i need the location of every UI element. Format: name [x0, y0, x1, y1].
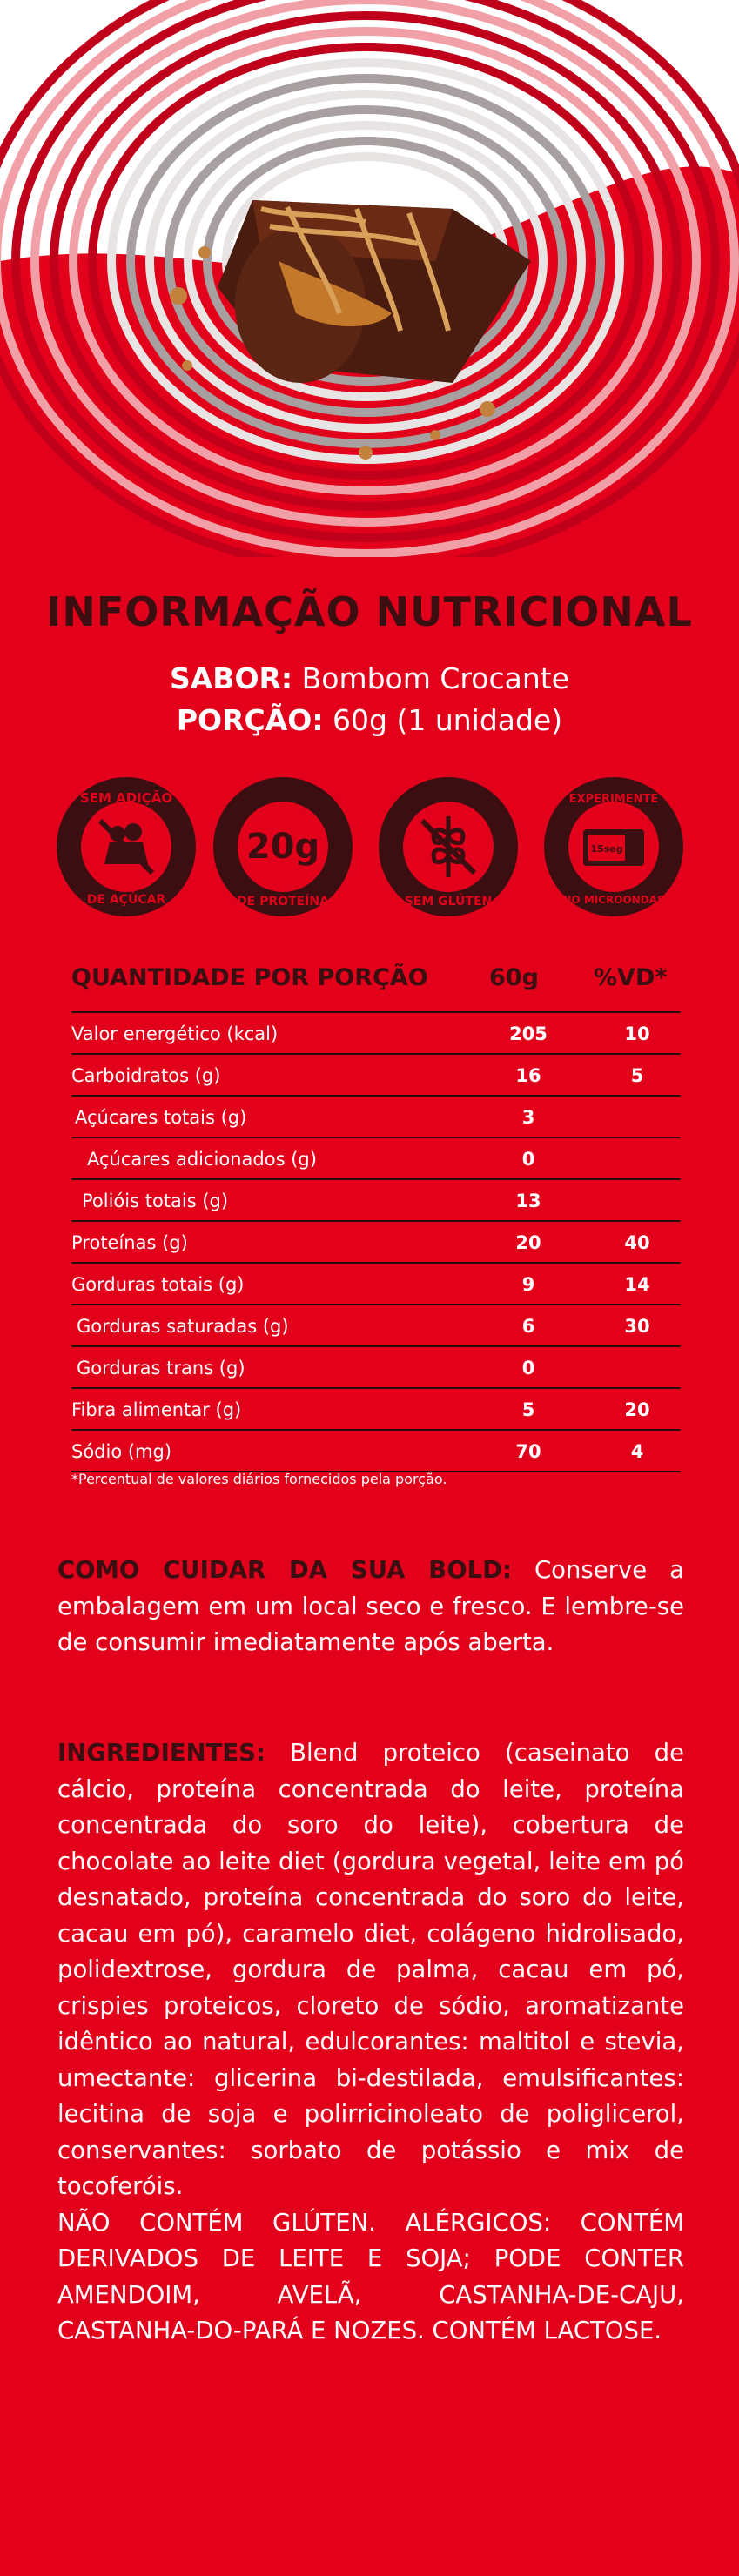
nutrition-table-header: [71, 959, 681, 1001]
ingredients-label: INGREDIENTES:: [57, 1739, 265, 1767]
nutrient-name: Açúcares totais (g): [75, 1107, 247, 1128]
table-row: [71, 1137, 681, 1178]
nutrient-name: Gorduras trans (g): [77, 1358, 245, 1379]
flavor-label: SABOR:: [170, 661, 293, 695]
no-added-sugar-icon: [52, 773, 200, 921]
nutrition-table: [71, 1011, 681, 1472]
table-row: [71, 1053, 681, 1095]
badge-label-top: SEM ADIÇÃO: [79, 790, 173, 806]
table-row: [71, 1095, 681, 1137]
care-text: Conserve a embalagem em um local seco e fresco. E lembre-se de consumir imediatamente após aberta.: [57, 1556, 684, 1656]
nutrient-dv: 40: [624, 1232, 650, 1253]
portion-line: [0, 703, 739, 737]
nutrient-value: 70: [515, 1441, 541, 1462]
table-footnote: *Percentual de valores diários fornecidos pela porção.: [71, 1471, 447, 1487]
header-amount: 60g: [489, 964, 539, 991]
nutrient-dv: 5: [630, 1065, 644, 1086]
nutrient-name: Proteínas (g): [71, 1232, 188, 1253]
allergens-text: NÃO CONTÉM GLÚTEN. ALÉRGICOS: CONTÉM DERIVADOS DE LEITE E SOJA; PODE CONTER AMENDOIM, AVELÃ, CASTANHA-DE-CAJU, CASTANHA-DO-PARÁ E NOZES. CONTÉM LACTOSE.: [57, 2208, 684, 2345]
page-title: INFORMAÇÃO NUTRICIONAL: [46, 588, 693, 635]
header-dv: %VD*: [594, 964, 668, 991]
portion-label: PORÇÃO:: [176, 703, 324, 737]
nutrient-value: 3: [521, 1107, 535, 1128]
nutrient-name: Açúcares adicionados (g): [87, 1149, 317, 1170]
gluten-free-label: SEM GLÚTEN: [404, 895, 493, 909]
badge-row: [52, 773, 688, 921]
nutrient-dv: 10: [624, 1023, 650, 1044]
table-row: [71, 1429, 681, 1472]
nutrient-name: Gorduras totais (g): [71, 1274, 245, 1295]
gluten-free-icon: [374, 773, 522, 921]
table-row: [71, 1304, 681, 1345]
microwave-icon: [540, 773, 688, 921]
flavor-line: [0, 661, 739, 695]
table-row: [71, 1178, 681, 1220]
microwave-label: NO MICROONDAS: [562, 894, 665, 906]
nutrient-dv: 20: [624, 1399, 650, 1420]
nutrient-value: 6: [521, 1316, 535, 1337]
care-label: COMO CUIDAR DA SUA BOLD:: [57, 1556, 512, 1584]
nutrient-name: Valor energético (kcal): [71, 1023, 279, 1044]
ingredients-section: [57, 1735, 684, 2350]
badge-label: DE AÇÚCAR: [86, 893, 166, 907]
nutrient-value: 16: [515, 1065, 541, 1086]
nutrient-name: Sódio (mg): [71, 1441, 172, 1462]
table-row: [71, 1220, 681, 1262]
nutrient-name: Carboidratos (g): [71, 1065, 221, 1086]
nutrient-value: 0: [521, 1358, 535, 1379]
header-quantity: QUANTIDADE POR PORÇÃO: [71, 964, 428, 991]
microwave-label-top: EXPERIMENTE: [568, 793, 659, 806]
nutrient-name: Gorduras saturadas (g): [77, 1316, 289, 1337]
protein-icon: [209, 773, 357, 921]
nutrient-value: 205: [509, 1023, 548, 1044]
protein-value: 20g: [245, 827, 320, 867]
table-row: [71, 1011, 681, 1053]
nutrient-value: 20: [515, 1232, 541, 1253]
nutrient-value: 9: [521, 1274, 535, 1295]
nutrient-dv: 30: [624, 1316, 650, 1337]
nutrient-name: Polióis totais (g): [82, 1191, 229, 1211]
table-row: [71, 1262, 681, 1304]
nutrient-value: 13: [515, 1191, 541, 1211]
table-row: [71, 1345, 681, 1387]
nutrient-dv: 4: [630, 1441, 644, 1462]
care-section: [57, 1553, 684, 1661]
portion-value: 60g (1 unidade): [333, 703, 563, 737]
nutrient-name: Fibra alimentar (g): [71, 1399, 242, 1420]
hero-product-image: [0, 0, 739, 557]
nutrient-value: 5: [521, 1399, 535, 1420]
ingredients-text: Blend proteico (caseinato de cálcio, proteína concentrada do leite, proteína concentrada do soro do leite), cobertura de chocolate ao leite diet (gordura vegetal, leite em pó desnatado, proteína concentrada do soro do leite, cacau em pó), caramelo diet, colágeno hidrolisado, polidextrose, gordura de palma, cacau em pó, crispies proteicos, cloreto de sódio, aromatizante idêntico ao natural, edulcorantes: maltitol e stevia, umectante: glicerina bi-destilada, emulsificantes: lecitina de soja e polirricinoleato de poliglicerol, conservantes: sorbato de potássio e mix de tocoferóis.: [57, 1739, 684, 2200]
microwave-value: 15seg: [590, 843, 623, 855]
nutrient-value: 0: [521, 1149, 535, 1170]
flavor-value: Bombom Crocante: [301, 661, 569, 695]
protein-label: DE PROTEÍNA: [237, 895, 329, 909]
table-row: [71, 1387, 681, 1429]
nutrient-dv: 14: [624, 1274, 650, 1295]
